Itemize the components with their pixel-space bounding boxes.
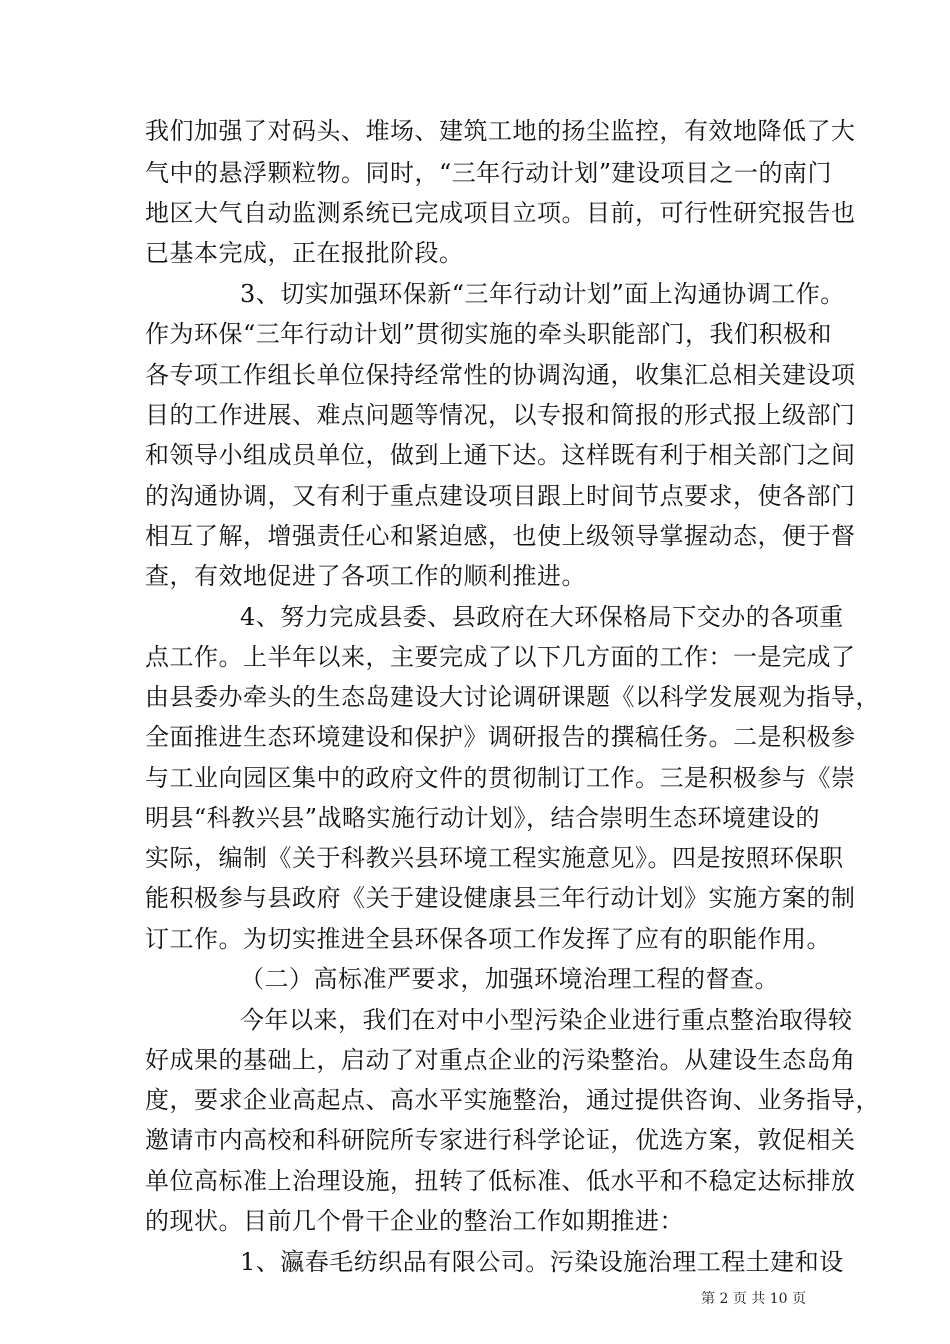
text-line: 相互了解，增强责任心和紧迫感，也使上级领导掌握动态，便于督 (145, 522, 856, 550)
text-line: 1、瀛春毛纺织品有限公司。污染设施治理工程土建和设 (240, 1248, 844, 1276)
text-line: 度，要求企业高起点、高水平实施整治，通过提供咨询、业务指导， (145, 1086, 880, 1114)
text-line: 的现状。目前几个骨干企业的整治工作如期推进： (145, 1207, 684, 1235)
text-line: 今年以来，我们在对中小型污染企业进行重点整治取得较 (240, 1006, 853, 1034)
text-line: 目的工作进展、难点问题等情况，以专报和简报的形式报上级部门 (145, 401, 856, 429)
text-line: 单位高标准上治理设施，扭转了低标准、低水平和不稳定达标排放 (145, 1167, 856, 1195)
text-line: 与工业向园区集中的政府文件的贯彻制订工作。三是积极参与《崇 (145, 764, 856, 792)
text-line: 查，有效地促进了各项工作的顺利推进。 (145, 562, 586, 590)
text-line: 3、切实加强环保新“三年行动计划”面上沟通协调工作。 (240, 280, 845, 308)
text-line: 的沟通协调，又有利于重点建设项目跟上时间节点要求，使各部门 (145, 482, 856, 510)
text-line: 订工作。为切实推进全县环保各项工作发挥了应有的职能作用。 (145, 925, 831, 953)
text-line: 邀请市内高校和科研院所专家进行科学论证，优选方案，敦促相关 (145, 1126, 856, 1154)
text-line: 和领导小组成员单位，做到上通下达。这样既有利于相关部门之间 (145, 441, 856, 469)
text-line: 作为环保“三年行动计划”贯彻实施的牵头职能部门，我们积极和 (145, 320, 833, 348)
text-line: 实际，编制《关于科教兴县环境工程实施意见》。四是按照环保职 (145, 844, 844, 872)
text-line: 点工作。上半年以来，主要完成了以下几方面的工作：一是完成了 (145, 643, 856, 671)
text-line: 地区大气自动监测系统已完成项目立项。目前，可行性研究报告也 (145, 199, 856, 227)
text-line: 全面推进生态环境建设和保护》调研报告的撰稿任务。二是积极参 (145, 723, 856, 751)
text-line: 我们加强了对码头、堆场、建筑工地的扬尘监控，有效地降低了大 (145, 117, 856, 145)
section-heading: （二）高标准严要求，加强环境治理工程的督查。 (240, 965, 779, 993)
text-line: 好成果的基础上，启动了对重点企业的污染整治。从建设生态岛角 (145, 1046, 856, 1074)
text-line: 已基本完成，正在报批阶段。 (145, 239, 464, 267)
text-line: 4、努力完成县委、县政府在大环保格局下交办的各项重 (240, 603, 844, 631)
text-line: 由县委办牵头的生态岛建设大讨论调研课题《以科学发展观为指导， (145, 683, 880, 711)
text-line: 各专项工作组长单位保持经常性的协调沟通，收集汇总相关建设项 (145, 361, 856, 389)
page-number: 第 2 页 共 10 页 (701, 1291, 806, 1307)
text-line: 气中的悬浮颗粒物。同时，“三年行动计划”建设项目之一的南门 (145, 159, 833, 187)
text-line: 能积极参与县政府《关于建设健康县三年行动计划》实施方案的制 (145, 884, 856, 912)
text-line: 明县“科教兴县”战略实施行动计划》，结合崇明生态环境建设的 (145, 804, 821, 832)
